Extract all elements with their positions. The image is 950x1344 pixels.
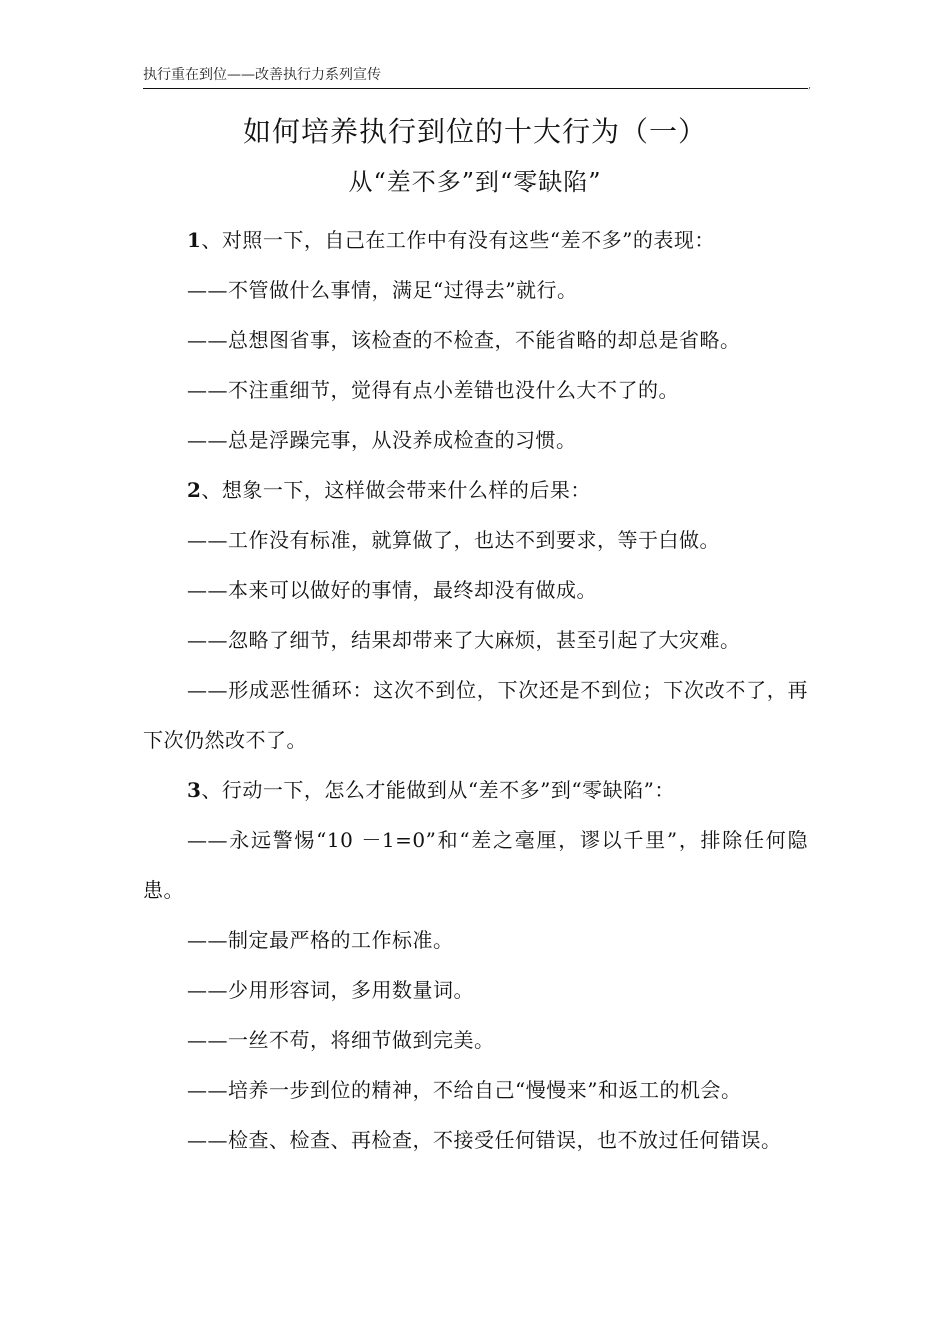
list-item: ——忽略了细节，结果却带来了大麻烦，甚至引起了大灾难。: [187, 628, 741, 652]
list-item: ——检查、检查、再检查，不接受任何错误，也不放过任何错误。: [187, 1128, 782, 1152]
document-subtitle: 从“差不多”到“零缺陷”: [348, 168, 602, 196]
section-number: 3: [187, 778, 202, 802]
section-heading-3: [143, 765, 808, 815]
section-heading-1: [143, 215, 808, 265]
list-item: ——总是浮躁完事，从没养成检查的习惯。: [187, 428, 577, 452]
section-heading-2: [143, 465, 808, 515]
section-heading-text: 、对照一下，自己在工作中有没有这些“差不多”的表现：: [201, 228, 715, 252]
running-header: 执行重在到位——改善执行力系列宣传: [143, 67, 381, 83]
list-item: ——少用形容词，多用数量词。: [187, 978, 474, 1002]
list-item: ——培养一步到位的精神，不给自己“慢慢来”和返工的机会。: [187, 1078, 742, 1102]
list-item: ——制定最严格的工作标准。: [187, 928, 454, 952]
list-item: ——不管做什么事情，满足“过得去”就行。: [187, 278, 578, 302]
section-number: 1: [187, 228, 202, 252]
section-heading-text: 、行动一下，怎么才能做到从“差不多”到“零缺陷”：: [201, 778, 675, 802]
list-item: ——一丝不苟，将细节做到完美。: [187, 1028, 495, 1052]
header-mark: ,: [808, 80, 812, 91]
document-title: 如何培养执行到位的十大行为（一）: [242, 115, 707, 148]
document-body: [143, 215, 808, 1165]
section-heading-text: 、想象一下，这样做会带来什么样的后果：: [201, 478, 591, 502]
header-rule: [143, 88, 808, 89]
list-item: ——永远警惕“10 －1=0”和“差之毫厘，谬以千里”，排除任何隐患。: [143, 828, 808, 902]
list-item: ——工作没有标准，就算做了，也达不到要求，等于白做。: [187, 528, 720, 552]
list-item: ——不注重细节，觉得有点小差错也没什么大不了的。: [187, 378, 679, 402]
list-item: ——总想图省事，该检查的不检查，不能省略的却总是省略。: [187, 328, 741, 352]
list-item: ——本来可以做好的事情，最终却没有做成。: [187, 578, 597, 602]
section-number: 2: [187, 478, 202, 502]
list-item: ——形成恶性循环：这次不到位，下次还是不到位；下次改不了，再下次仍然改不了。: [143, 678, 808, 752]
